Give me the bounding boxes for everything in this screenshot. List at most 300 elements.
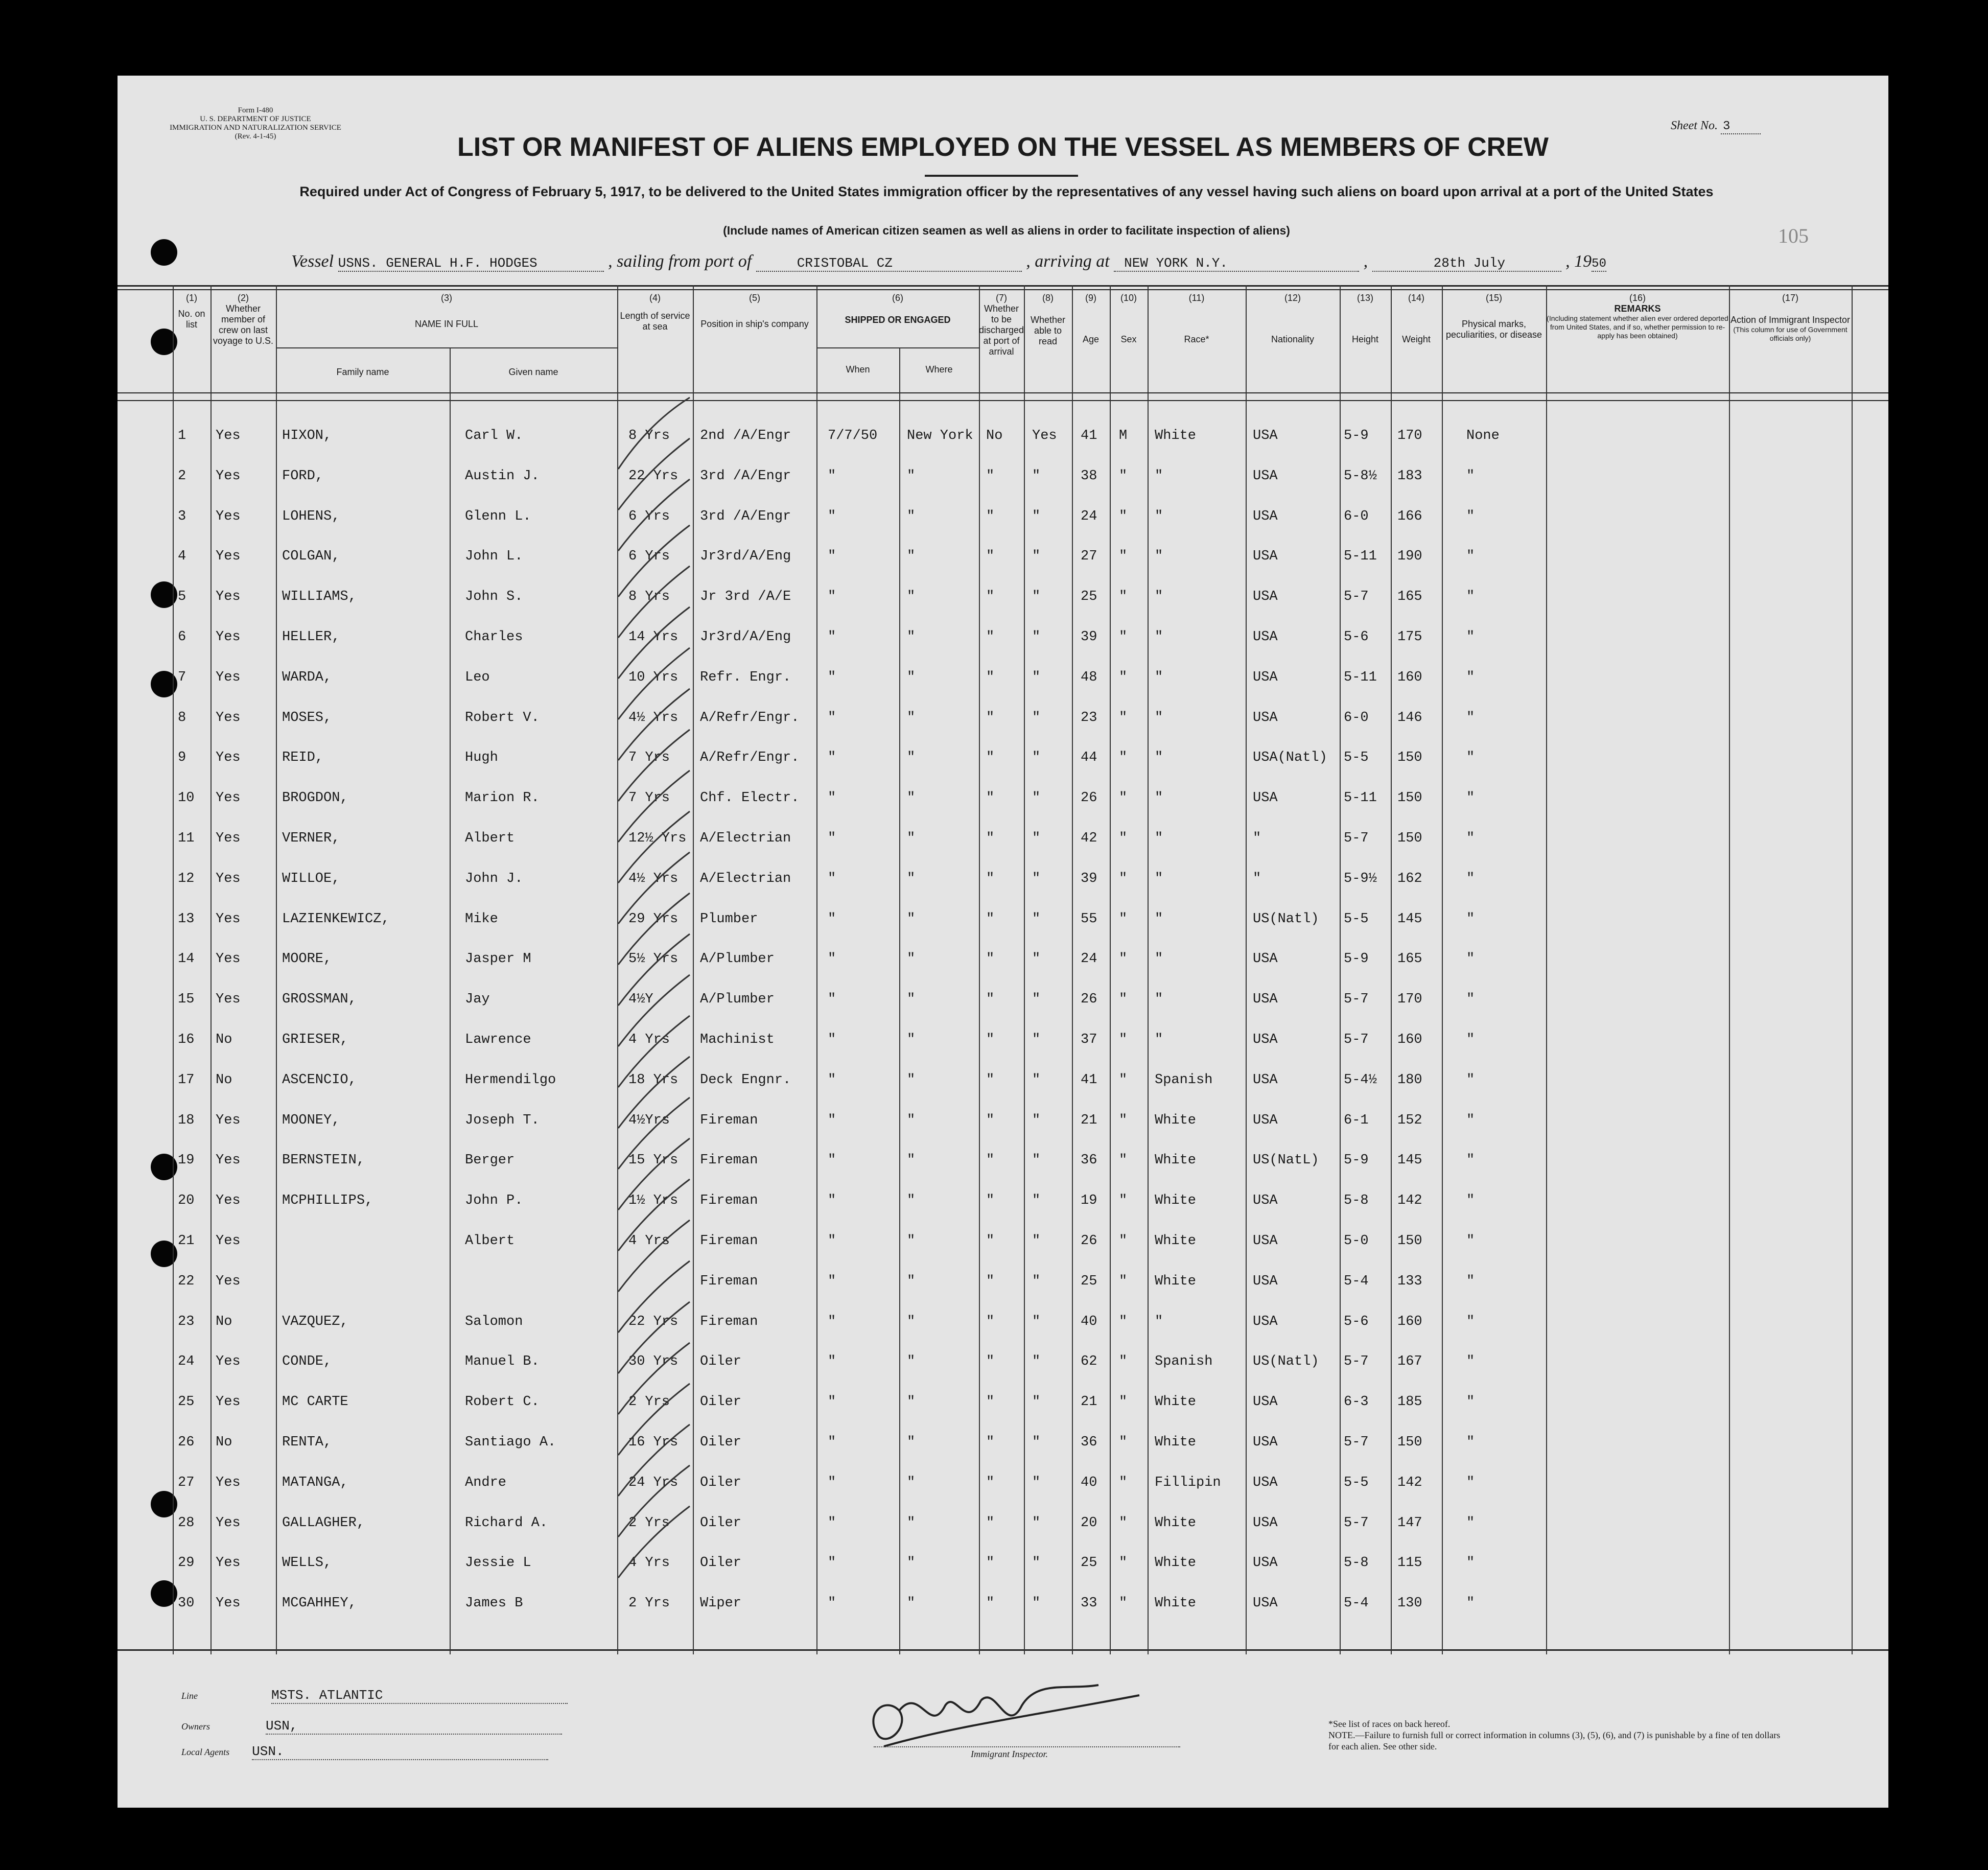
table-row [118, 589, 1888, 610]
vessel-line: Vessel USNS. GENERAL H.F. HODGES , sailing from port of CRISTOBAL CZ , arriving at NEW YORK N.Y. , 28th July , 1950 [291, 252, 1606, 271]
col-header-discharged: (7) Whether to be discharged at port of arrival [979, 293, 1024, 357]
cell-sex: " [1119, 1435, 1128, 1450]
cell-physical-marks: " [1466, 629, 1475, 645]
cell-family-name: BROGDON, [282, 790, 348, 806]
cell-given-name: Berger [465, 1153, 515, 1168]
cell-able-to-read: " [1032, 589, 1041, 605]
cell-shipped-where: " [907, 871, 916, 886]
cell-family-name: REID, [282, 750, 324, 766]
cell-family-name: CONDE, [282, 1354, 332, 1370]
cell-given-name: Richard A. [465, 1515, 548, 1531]
cell-shipped-when: " [828, 1596, 836, 1611]
cell-discharged: " [986, 1032, 995, 1047]
cell-position: Refr. Engr. [700, 669, 791, 685]
cell-row-number: 17 [178, 1072, 195, 1088]
col-header-height: (13) Height [1351, 293, 1379, 344]
cell-weight: 162 [1397, 871, 1422, 886]
cell-race: Spanish [1155, 1072, 1213, 1088]
cell-race: White [1155, 1596, 1197, 1611]
sheet-number-label: Sheet No. [1671, 119, 1718, 132]
cell-race: Fillipin [1155, 1475, 1221, 1490]
cell-race: " [1155, 549, 1163, 565]
cell-given-name: Mike [465, 911, 498, 927]
table-row [118, 1394, 1888, 1415]
cell-family-name: COLGAN, [282, 549, 340, 565]
table-row [118, 1274, 1888, 1294]
table-row [118, 911, 1888, 932]
cell-able-to-read: " [1032, 1233, 1041, 1249]
cell-crew-last-voyage: No [216, 1072, 232, 1088]
col-header-family-name: Family name [336, 367, 389, 377]
cell-height: 5-11 [1344, 669, 1377, 685]
cell-position: A/Refr/Engr. [700, 750, 800, 766]
cell-discharged: " [986, 831, 995, 846]
cell-shipped-where: " [907, 1032, 916, 1047]
cell-nationality: USA [1253, 1394, 1278, 1410]
cell-discharged: " [986, 790, 995, 806]
cell-physical-marks: " [1466, 1314, 1475, 1329]
cell-nationality: USA(Natl) [1253, 750, 1327, 766]
cell-sex: " [1119, 1273, 1128, 1289]
sheet-number [1671, 119, 1761, 133]
col-header-inspector-action: (17) Action of Immigrant Inspector (This column for use of Government officials only) [1730, 293, 1851, 342]
cell-family-name: MCGAHHEY, [282, 1596, 357, 1611]
cell-row-number: 27 [178, 1475, 195, 1490]
cell-length-of-service: 2 Yrs [628, 1596, 670, 1611]
cell-length-of-service: 29 Yrs [628, 911, 679, 927]
cell-shipped-where: " [907, 1233, 916, 1249]
cell-row-number: 20 [178, 1193, 195, 1209]
cell-nationality: USA [1253, 629, 1278, 645]
cell-sex: " [1119, 992, 1128, 1008]
cell-family-name: HIXON, [282, 428, 332, 443]
col-header-given-name: Given name [508, 367, 558, 377]
cell-length-of-service: 18 Yrs [628, 1072, 679, 1088]
cell-sex: " [1119, 1072, 1128, 1088]
cell-crew-last-voyage: No [216, 1435, 232, 1450]
cell-length-of-service: 4 Yrs [628, 1555, 670, 1571]
cell-discharged: " [986, 710, 995, 726]
cell-age: 41 [1081, 428, 1097, 443]
cell-crew-last-voyage: Yes [216, 669, 241, 685]
cell-sex: " [1119, 629, 1128, 645]
cell-shipped-where: " [907, 992, 916, 1008]
col-header-race: (11) Race* [1184, 293, 1209, 344]
table-row [118, 670, 1888, 690]
cell-weight: 160 [1397, 1032, 1422, 1047]
cell-physical-marks: " [1466, 669, 1475, 685]
cell-age: 25 [1081, 1555, 1097, 1571]
cell-crew-last-voyage: Yes [216, 1233, 241, 1249]
cell-weight: 190 [1397, 549, 1422, 565]
cell-nationality: USA [1253, 1515, 1278, 1531]
table-row [118, 790, 1888, 811]
cell-crew-last-voyage: Yes [216, 750, 241, 766]
cell-crew-last-voyage: Yes [216, 831, 241, 846]
cell-age: 48 [1081, 669, 1097, 685]
cell-shipped-when: " [828, 549, 836, 565]
cell-shipped-where: " [907, 468, 916, 484]
cell-able-to-read: " [1032, 790, 1041, 806]
cell-race: " [1155, 790, 1163, 806]
cell-position: A/Plumber [700, 951, 775, 967]
cell-given-name: Andre [465, 1475, 507, 1490]
col-header-weight: (14) Weight [1402, 293, 1431, 344]
col-header-remarks: (16) REMARKS (Including statement whether alien ever ordered deported from United States, and if so, whether permission to re-apply has been obtained) [1547, 293, 1728, 340]
cell-shipped-where: " [907, 629, 916, 645]
cell-discharged: " [986, 992, 995, 1008]
cell-family-name: MOSES, [282, 710, 332, 726]
cell-able-to-read: Yes [1032, 428, 1057, 443]
cell-given-name: Marion R. [465, 790, 540, 806]
form-line: (Rev. 4-1-45) [235, 132, 276, 141]
cell-shipped-where: " [907, 1555, 916, 1571]
col-header-when: When [846, 364, 870, 375]
cell-able-to-read: " [1032, 669, 1041, 685]
cell-given-name: Manuel B. [465, 1354, 540, 1370]
cell-position: 2nd /A/Engr [700, 428, 791, 443]
cell-able-to-read: " [1032, 951, 1041, 967]
cell-physical-marks: " [1466, 1354, 1475, 1370]
cell-discharged: " [986, 1072, 995, 1088]
cell-given-name: Albert [465, 831, 515, 846]
cell-age: 40 [1081, 1475, 1097, 1490]
cell-age: 39 [1081, 629, 1097, 645]
cell-height: 5-7 [1344, 1354, 1369, 1370]
table-row [118, 1435, 1888, 1455]
cell-shipped-when: " [828, 710, 836, 726]
cell-shipped-where: " [907, 1072, 916, 1088]
cell-physical-marks: " [1466, 992, 1475, 1008]
cell-race: " [1155, 629, 1163, 645]
cell-age: 20 [1081, 1515, 1097, 1531]
cell-length-of-service: 4 Yrs [628, 1032, 670, 1047]
cell-height: 5-4 [1344, 1596, 1369, 1611]
cell-age: 27 [1081, 549, 1097, 565]
cell-position: 3rd /A/Engr [700, 468, 791, 484]
cell-shipped-when: " [828, 1394, 836, 1410]
cell-shipped-when: " [828, 992, 836, 1008]
cell-crew-last-voyage: Yes [216, 589, 241, 605]
cell-shipped-when: " [828, 1515, 836, 1531]
form-line: U. S. DEPARTMENT OF JUSTICE [200, 115, 311, 123]
cell-nationality: USA [1253, 992, 1278, 1008]
cell-family-name: WARDA, [282, 669, 332, 685]
cell-age: 24 [1081, 951, 1097, 967]
cell-weight: 165 [1397, 589, 1422, 605]
cell-family-name: MATANGA, [282, 1475, 348, 1490]
cell-able-to-read: " [1032, 750, 1041, 766]
cell-nationality: US(NatL) [1253, 1153, 1319, 1168]
cell-nationality: USA [1253, 1032, 1278, 1047]
cell-length-of-service: 22 Yrs [628, 1314, 679, 1329]
cell-able-to-read: " [1032, 1435, 1041, 1450]
cell-weight: 145 [1397, 911, 1422, 927]
table-row [118, 1555, 1888, 1576]
cell-discharged: " [986, 911, 995, 927]
cell-weight: 180 [1397, 1072, 1422, 1088]
cell-nationality: USA [1253, 790, 1278, 806]
cell-discharged: " [986, 1475, 995, 1490]
cell-physical-marks: " [1466, 508, 1475, 524]
cell-given-name: Joseph T. [465, 1112, 540, 1128]
cell-crew-last-voyage: Yes [216, 992, 241, 1008]
owners-value: USN, [266, 1718, 562, 1735]
cell-race: White [1155, 1394, 1197, 1410]
cell-position: Plumber [700, 911, 758, 927]
cell-able-to-read: " [1032, 871, 1041, 886]
cell-length-of-service: 8 Yrs [628, 589, 670, 605]
page-title: LIST OR MANIFEST OF ALIENS EMPLOYED ON THE VESSEL AS MEMBERS OF CREW [457, 132, 1549, 162]
cell-length-of-service: 4½ Yrs [628, 710, 679, 726]
cell-race: " [1155, 1032, 1163, 1047]
cell-position: Fireman [700, 1273, 758, 1289]
cell-given-name: John S. [465, 589, 523, 605]
cell-crew-last-voyage: No [216, 1032, 232, 1047]
cell-age: 26 [1081, 992, 1097, 1008]
cell-discharged: " [986, 871, 995, 886]
cell-length-of-service: 14 Yrs [628, 629, 679, 645]
cell-shipped-where: " [907, 1314, 916, 1329]
cell-row-number: 6 [178, 629, 186, 645]
cell-length-of-service: 8 Yrs [628, 428, 670, 443]
cell-discharged: " [986, 1112, 995, 1128]
cell-shipped-when: " [828, 1193, 836, 1209]
cell-given-name: Santiago A. [465, 1435, 556, 1450]
cell-race: White [1155, 1515, 1197, 1531]
cell-family-name: FORD, [282, 468, 324, 484]
cell-able-to-read: " [1032, 911, 1041, 927]
cell-weight: 166 [1397, 508, 1422, 524]
cell-shipped-when: " [828, 750, 836, 766]
cell-length-of-service: 2 Yrs [628, 1515, 670, 1531]
vessel-label: Vessel [291, 252, 334, 271]
cell-position: A/Refr/Engr. [700, 710, 800, 726]
col-header-service: (4) Length of service at sea [620, 293, 690, 332]
cell-able-to-read: " [1032, 1515, 1041, 1531]
cell-physical-marks: " [1466, 1394, 1475, 1410]
cell-race: " [1155, 589, 1163, 605]
sailing-label: , sailing from port of [608, 252, 752, 271]
cell-sex: " [1119, 750, 1128, 766]
cell-height: 5-5 [1344, 750, 1369, 766]
cell-shipped-when: " [828, 669, 836, 685]
cell-crew-last-voyage: Yes [216, 468, 241, 484]
cell-shipped-where: " [907, 750, 916, 766]
cell-discharged: " [986, 669, 995, 685]
cell-shipped-when: " [828, 468, 836, 484]
table-row [118, 549, 1888, 569]
col-header-read: (8) Whether able to read [1030, 293, 1066, 346]
footer-owners [181, 1718, 562, 1735]
cell-discharged: " [986, 1435, 995, 1450]
cell-discharged: " [986, 468, 995, 484]
cell-family-name: MOONEY, [282, 1112, 340, 1128]
year-suffix: 50 [1592, 257, 1606, 271]
cell-family-name: MC CARTE [282, 1394, 348, 1410]
cell-height: 5-7 [1344, 1435, 1369, 1450]
cell-physical-marks: " [1466, 750, 1475, 766]
cell-race: " [1155, 508, 1163, 524]
cell-weight: 142 [1397, 1475, 1422, 1490]
cell-shipped-where: " [907, 710, 916, 726]
cell-discharged: " [986, 549, 995, 565]
cell-height: 6-0 [1344, 508, 1369, 524]
cell-family-name: MCPHILLIPS, [282, 1193, 373, 1209]
cell-family-name: HELLER, [282, 629, 340, 645]
cell-sex: " [1119, 1475, 1128, 1490]
cell-height: 6-3 [1344, 1394, 1369, 1410]
cell-discharged: " [986, 589, 995, 605]
cell-shipped-when: " [828, 629, 836, 645]
cell-position: Fireman [700, 1153, 758, 1168]
table-row [118, 1113, 1888, 1133]
table-row [118, 629, 1888, 650]
cell-race: " [1155, 468, 1163, 484]
cell-length-of-service: 30 Yrs [628, 1354, 679, 1370]
cell-race: " [1155, 911, 1163, 927]
col-header-physical-marks: (15) Physical marks, peculiarities, or disease [1445, 293, 1542, 340]
cell-sex: " [1119, 1112, 1128, 1128]
cell-physical-marks: " [1466, 468, 1475, 484]
cell-sex: " [1119, 1394, 1128, 1410]
cell-weight: 130 [1397, 1596, 1422, 1611]
cell-physical-marks: None [1466, 428, 1500, 443]
cell-length-of-service: 6 Yrs [628, 549, 670, 565]
cell-position: Fireman [700, 1112, 758, 1128]
cell-shipped-when: " [828, 911, 836, 927]
vessel-name: USNS. GENERAL H.F. HODGES [338, 255, 604, 272]
cell-discharged: " [986, 508, 995, 524]
cell-nationality: USA [1253, 710, 1278, 726]
inspector-signature [853, 1675, 1180, 1757]
cell-sex: " [1119, 1193, 1128, 1209]
cell-row-number: 15 [178, 992, 195, 1008]
cell-row-number: 9 [178, 750, 186, 766]
cell-able-to-read: " [1032, 831, 1041, 846]
cell-given-name: Albert [465, 1233, 515, 1249]
cell-row-number: 8 [178, 710, 186, 726]
cell-family-name: LAZIENKEWICZ, [282, 911, 390, 927]
cell-age: 39 [1081, 871, 1097, 886]
cell-physical-marks: " [1466, 1475, 1475, 1490]
cell-sex: " [1119, 508, 1128, 524]
cell-position: Oiler [700, 1555, 742, 1571]
table-row [118, 1515, 1888, 1536]
cell-shipped-when: " [828, 1153, 836, 1168]
cell-crew-last-voyage: Yes [216, 1354, 241, 1370]
cell-row-number: 2 [178, 468, 186, 484]
cell-sex: " [1119, 669, 1128, 685]
line-label: Line [181, 1691, 198, 1701]
cell-age: 36 [1081, 1153, 1097, 1168]
cell-row-number: 7 [178, 669, 186, 685]
cell-race: " [1155, 951, 1163, 967]
cell-nationality: " [1253, 871, 1261, 886]
cell-discharged: No [986, 428, 1003, 443]
cell-row-number: 22 [178, 1273, 195, 1289]
cell-shipped-where: " [907, 1354, 916, 1370]
cell-age: 33 [1081, 1596, 1097, 1611]
cell-age: 38 [1081, 468, 1097, 484]
punch-hole [151, 239, 177, 266]
cell-position: Oiler [700, 1475, 742, 1490]
cell-family-name: GRIESER, [282, 1032, 348, 1047]
cell-discharged: " [986, 951, 995, 967]
cell-able-to-read: " [1032, 1072, 1041, 1088]
arrival-date: 28th July [1372, 255, 1561, 272]
cell-age: 25 [1081, 1273, 1097, 1289]
cell-physical-marks: " [1466, 1515, 1475, 1531]
cell-nationality: US(Natl) [1253, 911, 1319, 927]
cell-weight: 170 [1397, 428, 1422, 443]
cell-height: 5-8 [1344, 1193, 1369, 1209]
table-row [118, 951, 1888, 972]
cell-race: " [1155, 871, 1163, 886]
table-row [118, 710, 1888, 731]
table-row [118, 509, 1888, 529]
form-line: Form I-480 [238, 106, 273, 114]
cell-height: 5-7 [1344, 831, 1369, 846]
cell-row-number: 24 [178, 1354, 195, 1370]
cell-physical-marks: " [1466, 951, 1475, 967]
cell-row-number: 3 [178, 508, 186, 524]
cell-discharged: " [986, 1153, 995, 1168]
cell-height: 5-8 [1344, 1555, 1369, 1571]
cell-crew-last-voyage: Yes [216, 911, 241, 927]
cell-family-name: RENTA, [282, 1435, 332, 1450]
cell-nationality: USA [1253, 549, 1278, 565]
table-row [118, 1153, 1888, 1173]
cell-shipped-when: " [828, 508, 836, 524]
cell-height: 5-9 [1344, 951, 1369, 967]
cell-height: 5-4½ [1344, 1072, 1377, 1088]
cell-shipped-when: " [828, 589, 836, 605]
cell-crew-last-voyage: Yes [216, 1153, 241, 1168]
cell-sex: " [1119, 549, 1128, 565]
cell-length-of-service: 24 Yrs [628, 1475, 679, 1490]
cell-height: 5-4 [1344, 1273, 1369, 1289]
cell-nationality: USA [1253, 669, 1278, 685]
cell-discharged: " [986, 1596, 995, 1611]
cell-position: Oiler [700, 1354, 742, 1370]
cell-family-name: WELLS, [282, 1555, 332, 1571]
cell-length-of-service: 4½Yrs [628, 1112, 670, 1128]
cell-position: Fireman [700, 1193, 758, 1209]
cell-shipped-when: " [828, 790, 836, 806]
cell-physical-marks: " [1466, 1032, 1475, 1047]
port-of-arrival: NEW YORK N.Y. [1114, 255, 1359, 272]
cell-length-of-service: 15 Yrs [628, 1153, 679, 1168]
cell-height: 5-8½ [1344, 468, 1377, 484]
cell-shipped-where: New York [907, 428, 973, 443]
table-row [118, 428, 1888, 449]
cell-row-number: 26 [178, 1435, 195, 1450]
cell-family-name: GALLAGHER, [282, 1515, 365, 1531]
cell-shipped-where: " [907, 1394, 916, 1410]
cell-shipped-where: " [907, 831, 916, 846]
cell-discharged: " [986, 1555, 995, 1571]
cell-weight: 165 [1397, 951, 1422, 967]
cell-weight: 185 [1397, 1394, 1422, 1410]
cell-age: 62 [1081, 1354, 1097, 1370]
cell-nationality: USA [1253, 1435, 1278, 1450]
cell-race: " [1155, 1314, 1163, 1329]
cell-sex: " [1119, 1555, 1128, 1571]
cell-crew-last-voyage: Yes [216, 1515, 241, 1531]
cell-shipped-when: " [828, 1273, 836, 1289]
title-underline [925, 174, 1078, 178]
